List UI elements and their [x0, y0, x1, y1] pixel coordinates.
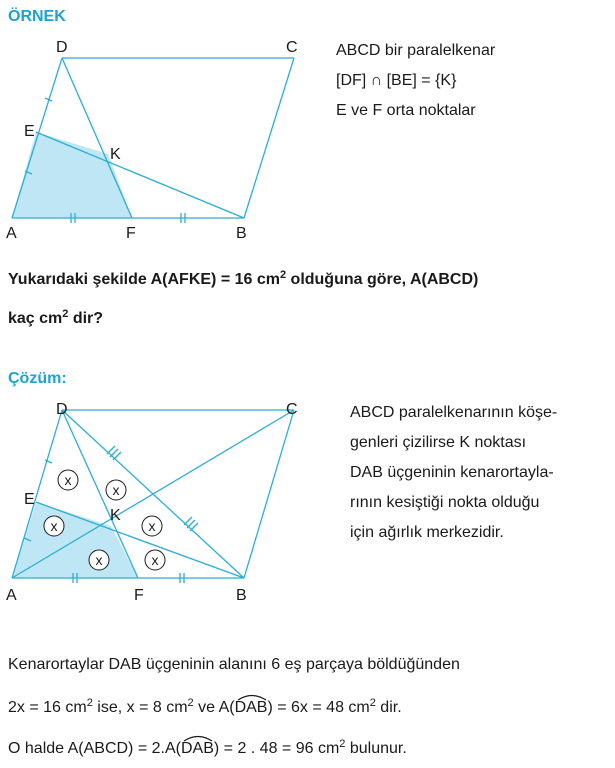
- solution-figure: [0, 398, 330, 610]
- solution-line-1: Kenarortaylar DAB üçgeninin alanını 6 eş parçaya böldüğünden: [8, 656, 460, 673]
- shaded-region-afke: [12, 132, 132, 218]
- point-e-label: E: [24, 123, 35, 140]
- point-f-label: F: [134, 587, 144, 604]
- question-text: Yukarıdaki şekilde A(AFKE) = 16 $cm^2$ olduğuna göre, A(ABCD) kaç $cm^2$ dir?: [8, 269, 479, 327]
- solution-line-2: 2x = 16 $cm^2$ ise, x = 8 $cm^2$ ve A( DAB) = 6x = 48 $cm^2$ dir.: [8, 697, 402, 716]
- given-line: [DF] ∩ [BE] = {K}: [336, 72, 457, 89]
- triangle-dab-symbol: DAB: [181, 740, 214, 758]
- explanation-line: için ağırlık merkezidir.: [350, 524, 504, 541]
- explanation-line: rının kesiştiği nokta olduğu: [350, 494, 540, 511]
- example-givens: [336, 36, 495, 126]
- solution-heading: Çözüm:: [8, 370, 67, 387]
- side-cb: [244, 58, 294, 218]
- solution-line-3: O halde A(ABCD) = 2.A( DAB) = 2 . 48 = 96 $cm^2$ bulunur.: [8, 738, 407, 757]
- point-k-label: K: [110, 146, 121, 163]
- point-e-label: E: [24, 491, 35, 508]
- triangle-dab-symbol: DAB: [235, 699, 268, 717]
- given-line: E ve F orta noktalar: [336, 102, 476, 119]
- explanation-line: genleri çizilirse K noktası: [350, 434, 527, 451]
- explanation-line: ABCD paralelkenarının köşe-: [350, 404, 558, 421]
- point-b-label: B: [236, 587, 247, 604]
- explanation-line: DAB üçgeninin kenarortayla-: [350, 464, 554, 481]
- point-d-label: D: [56, 401, 68, 418]
- point-k-label: K: [110, 507, 121, 524]
- point-d-label: D: [56, 39, 68, 56]
- example-figure: [0, 36, 330, 248]
- point-b-label: B: [236, 225, 247, 242]
- region-x-label: x: [95, 552, 103, 568]
- point-a-label: A: [6, 225, 17, 242]
- point-a-label: A: [6, 587, 17, 604]
- given-line: ABCD bir paralelkenar: [336, 42, 496, 59]
- example-heading: ÖRNEK: [8, 8, 66, 25]
- region-x-label: x: [148, 518, 156, 534]
- region-x-label: x: [151, 552, 159, 568]
- point-c-label: C: [286, 401, 298, 418]
- region-x-label: x: [112, 482, 120, 498]
- point-c-label: C: [286, 39, 298, 56]
- solution-explanation: [350, 398, 608, 548]
- region-x-label: x: [50, 518, 58, 534]
- region-x-label: x: [64, 472, 72, 488]
- point-f-label: F: [126, 225, 136, 242]
